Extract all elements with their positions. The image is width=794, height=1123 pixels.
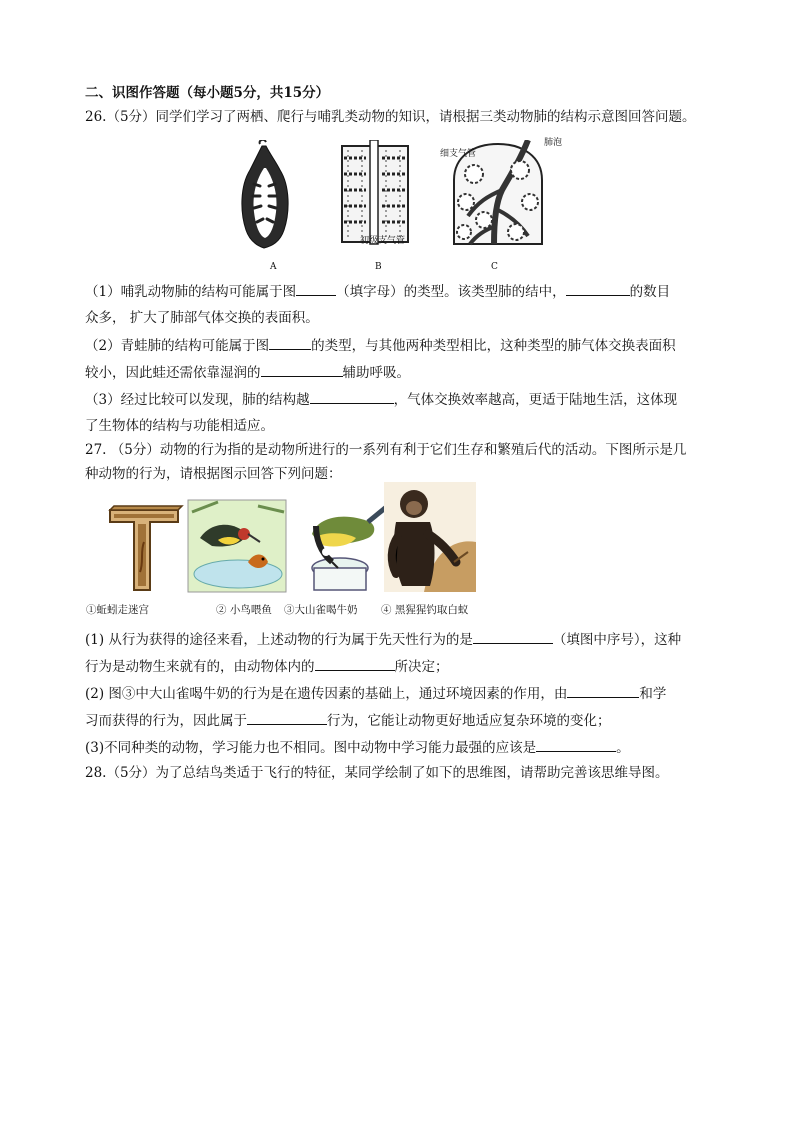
lung-structure-figure <box>238 138 563 275</box>
label-a: A <box>270 262 277 272</box>
q28-stem: 28.（5分）为了总结鸟类适于飞行的特征，某同学绘制了如下的思维图，请帮助完善该思维导图。 <box>85 765 669 781</box>
bird-feeding-fish-image <box>188 500 286 592</box>
caption-great-tit: ③大山雀喝牛奶 <box>284 604 358 616</box>
q27-stem-line1: 27. （5分）动物的行为指的是动物所进行的一系列有利于它们生存和繁殖后代的活动。下图所示是几 <box>85 442 687 458</box>
lung-a-diagram <box>242 140 288 248</box>
lung-diagrams <box>238 140 558 275</box>
label-primary-bronchus: 初级支气管 <box>360 236 406 246</box>
animal-behavior-figure <box>86 482 480 622</box>
blank-27-5[interactable] <box>536 738 616 752</box>
blank-26-5[interactable] <box>310 390 394 404</box>
great-tit-milk-image <box>312 504 390 590</box>
q27-part1-line2: 行为是动物生来就有的，由动物体内的 所决定； <box>85 659 449 675</box>
behavior-pictures <box>100 482 480 594</box>
q26-part2-line1: （2）青蛙肺的结构可能属于图 的类型，与其他两种类型相比，这种类型的肺气体交换表面积 <box>85 338 676 354</box>
label-bronchiole: 细支气管 <box>440 149 477 159</box>
label-c: C <box>491 262 498 272</box>
q26-part3-line2: 了生物体的结构与功能相适应。 <box>85 418 274 434</box>
label-alveolus: 肺泡 <box>544 138 563 148</box>
q26-part1-line2: 众多， 扩大了肺部气体交换的表面积。 <box>85 310 319 326</box>
q27-part2-line2: 习而获得的行为，因此属于 行为，它能让动物更好地适应复杂环境的变化； <box>85 713 611 729</box>
blank-26-3[interactable] <box>269 336 311 350</box>
q26-part2-line2: 较小，因此蛙还需依靠湿润的 辅助呼吸。 <box>85 365 410 381</box>
blank-27-4[interactable] <box>247 711 327 725</box>
caption-chimpanzee: ④ 黑猩猩钓取白蚁 <box>381 604 469 616</box>
q27-part3-line1: (3)不同种类的动物，学习能力也不相同。图中动物中学习能力最强的应该是 。 <box>85 740 630 756</box>
blank-26-4[interactable] <box>261 363 343 377</box>
section-title: 二、识图作答题（每小题5分，共15分） <box>85 85 330 101</box>
blank-26-1[interactable] <box>296 282 336 296</box>
caption-bird-fish: ② 小鸟喂鱼 <box>216 604 272 616</box>
q26-part1-line1: （1）哺乳动物肺的结构可能属于图 （填字母）的类型。该类型肺的结中， 的数目 <box>85 284 671 300</box>
q27-part2-line1: (2) 图③中大山雀喝牛奶的行为是在遗传因素的基础上，通过环境因素的作用，由 和学 <box>85 686 667 702</box>
lung-b-diagram <box>342 140 408 244</box>
chimpanzee-termites-image <box>384 482 476 592</box>
q26-stem: 26.（5分）同学们学习了两栖、爬行与哺乳类动物的知识，请根据三类动物肺的结构示意图回答问题。 <box>85 109 696 125</box>
earthworm-maze-image <box>110 506 182 590</box>
q27-part1-line1: (1) 从行为获得的途径来看，上述动物的行为属于先天性行为的是 （填图中序号），这种 <box>85 632 682 648</box>
q27-stem-line2: 种动物的行为，请根据图示回答下列问题： <box>85 466 342 482</box>
label-b: B <box>375 262 382 272</box>
blank-27-3[interactable] <box>567 684 639 698</box>
blank-26-2[interactable] <box>566 282 630 296</box>
blank-27-1[interactable] <box>473 630 553 644</box>
blank-27-2[interactable] <box>315 657 395 671</box>
q26-part3-line1: （3）经过比较可以发现，肺的结构越 ，气体交换效率越高，更适于陆地生活，这体现 <box>85 392 678 408</box>
caption-earthworm: ①蚯蚓走迷宫 <box>86 604 149 616</box>
